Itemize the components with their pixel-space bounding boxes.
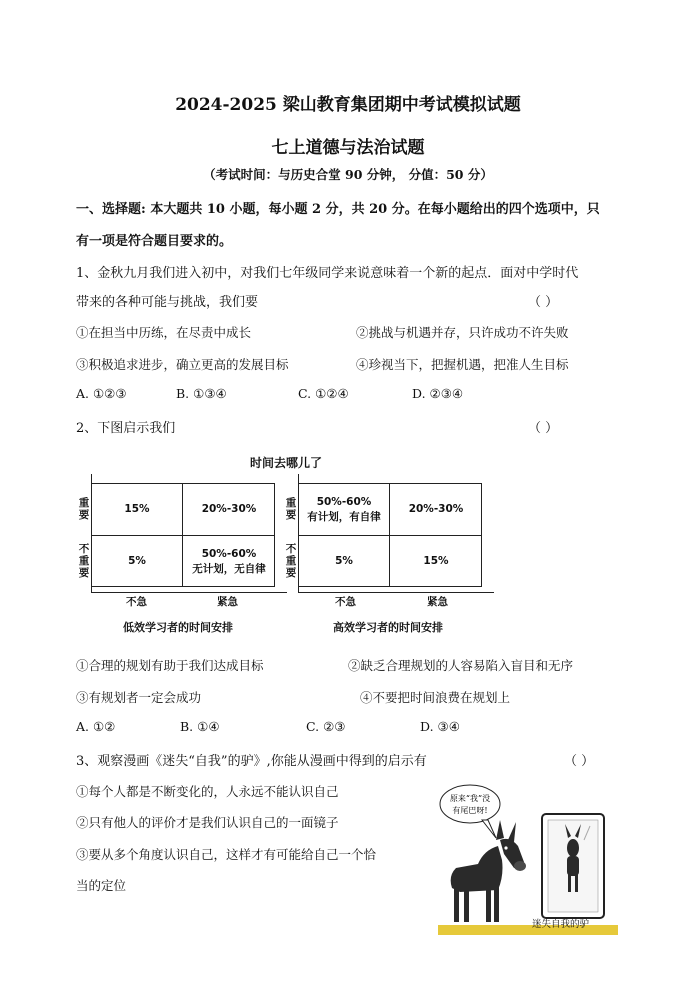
chart-right-caption: 高效学习者的时间安排 xyxy=(333,621,443,634)
q1-statement-2: ②挑战与机遇并存，只许成功不许失败 xyxy=(356,325,569,340)
chart-left-row-label-unimportant: 不 重 要 xyxy=(78,543,90,580)
chart-right-cell-important-notUrgent: 50%-60% 有计划，有自律 xyxy=(307,496,381,523)
exam-info: （考试时间：与历史合堂 90 分钟， 分值：50 分） xyxy=(203,167,493,182)
q1-stem-line1: 1、金秋九月我们进入初中，对我们七年级同学来说意味着一个新的起点．面对中学时代 xyxy=(76,266,579,281)
q1-statement-1: ①在担当中历练，在尽责中成长 xyxy=(76,325,252,340)
chart-left-col-label-urgent: 紧急 xyxy=(217,596,238,608)
q1-option-a: A. ①②③ xyxy=(76,386,127,401)
chart-right-cell-important-urgent: 20%-30% xyxy=(408,503,464,516)
section-heading-line2: 有一项是符合题目要求的。 xyxy=(76,234,233,249)
section-heading-line1: 一、选择题: 本大题共 10 小题，每小题 2 分，共 20 分。在每小题给出的四个选项中，只 xyxy=(76,202,600,217)
chart-left-cell-important-notUrgent: 15% xyxy=(124,503,150,516)
q2-option-d: D. ③④ xyxy=(420,719,460,734)
q2-statement-1: ①合理的规划有助于我们达成目标 xyxy=(76,658,264,673)
q1-option-d: D. ②③④ xyxy=(412,386,464,401)
chart-right-cell-unimportant-notUrgent: 5% xyxy=(335,555,353,568)
chart-right-row-label-unimportant: 不 重 要 xyxy=(285,543,297,580)
q2-statement-3: ③有规划者一定会成功 xyxy=(76,690,202,705)
chart-right-cell-unimportant-urgent: 15% xyxy=(423,555,449,568)
chart-left-x-axis xyxy=(91,592,287,593)
donkey-cartoon xyxy=(438,780,618,940)
donkey-icon xyxy=(451,820,526,922)
chart-right-col-label-notUrgent: 不急 xyxy=(335,596,356,608)
q2-answer-paren: （ ） xyxy=(528,421,559,436)
q3-statement-3: ③要从多个角度认识自己，这样才有可能给自己一个恰 xyxy=(76,847,377,862)
chart-left-row-label-important: 重 要 xyxy=(78,497,90,522)
q2-option-b: B. ①④ xyxy=(180,719,220,734)
q3-answer-paren: （ ） xyxy=(564,754,595,769)
chart-right-col-label-urgent: 紧急 xyxy=(427,596,448,608)
speech-bubble xyxy=(440,785,500,823)
q1-answer-paren: （ ） xyxy=(528,295,559,310)
q3-stem: 3、观察漫画《迷失“自我”的驴》,你能从漫画中得到的启示有 xyxy=(76,754,427,769)
chart-left-cell-unimportant-notUrgent: 5% xyxy=(128,555,146,568)
q3-statement-3-cont: 当的定位 xyxy=(76,878,127,893)
chart-right-x-axis xyxy=(298,592,494,593)
q1-statement-4: ④珍视当下，把握机遇，把准人生目标 xyxy=(356,357,569,372)
q1-option-b: B. ①③④ xyxy=(176,386,227,401)
q2-stem: 2、下图启示我们 xyxy=(76,421,176,436)
q2-option-a: A. ①② xyxy=(76,719,116,734)
speech-bubble-tail xyxy=(482,820,496,838)
cartoon-caption: 迷失自我的驴 xyxy=(532,919,590,930)
chart-title: 时间去哪儿了 xyxy=(249,456,322,470)
q2-statement-4: ④不要把时间浪费在规划上 xyxy=(360,690,511,705)
bubble-text-line2: 有尾巴呀! xyxy=(452,806,488,815)
q3-statement-1: ①每个人都是不断变化的，人永远不能认识自己 xyxy=(76,784,339,799)
q1-stem-line2: 带来的各种可能与挑战，我们要 xyxy=(76,295,259,310)
chart-left-cell-important-urgent: 20%-30% xyxy=(201,503,257,516)
exam-title: 2024-2025 梁山教育集团期中考试模拟试题 xyxy=(175,95,521,115)
bubble-text-line1: 原来“我”没 xyxy=(449,794,491,803)
q1-statement-3: ③积极追求进步，确立更高的发展目标 xyxy=(76,357,289,372)
q2-option-c: C. ②③ xyxy=(306,719,346,734)
q1-option-c: C. ①②④ xyxy=(298,386,349,401)
chart-left-col-label-notUrgent: 不急 xyxy=(126,596,147,608)
chart-left-cell-unimportant-urgent: 50%-60% 无计划，无自律 xyxy=(192,548,266,575)
q3-statement-2: ②只有他人的评价才是我们认识自己的一面镜子 xyxy=(76,815,339,830)
chart-right-row-label-important: 重 要 xyxy=(285,497,297,522)
q2-statement-2: ②缺乏合理规划的人容易陷入盲目和无序 xyxy=(348,658,574,673)
chart-left-caption: 低效学习者的时间安排 xyxy=(123,621,233,634)
exam-subtitle: 七上道德与法治试题 xyxy=(271,138,425,158)
